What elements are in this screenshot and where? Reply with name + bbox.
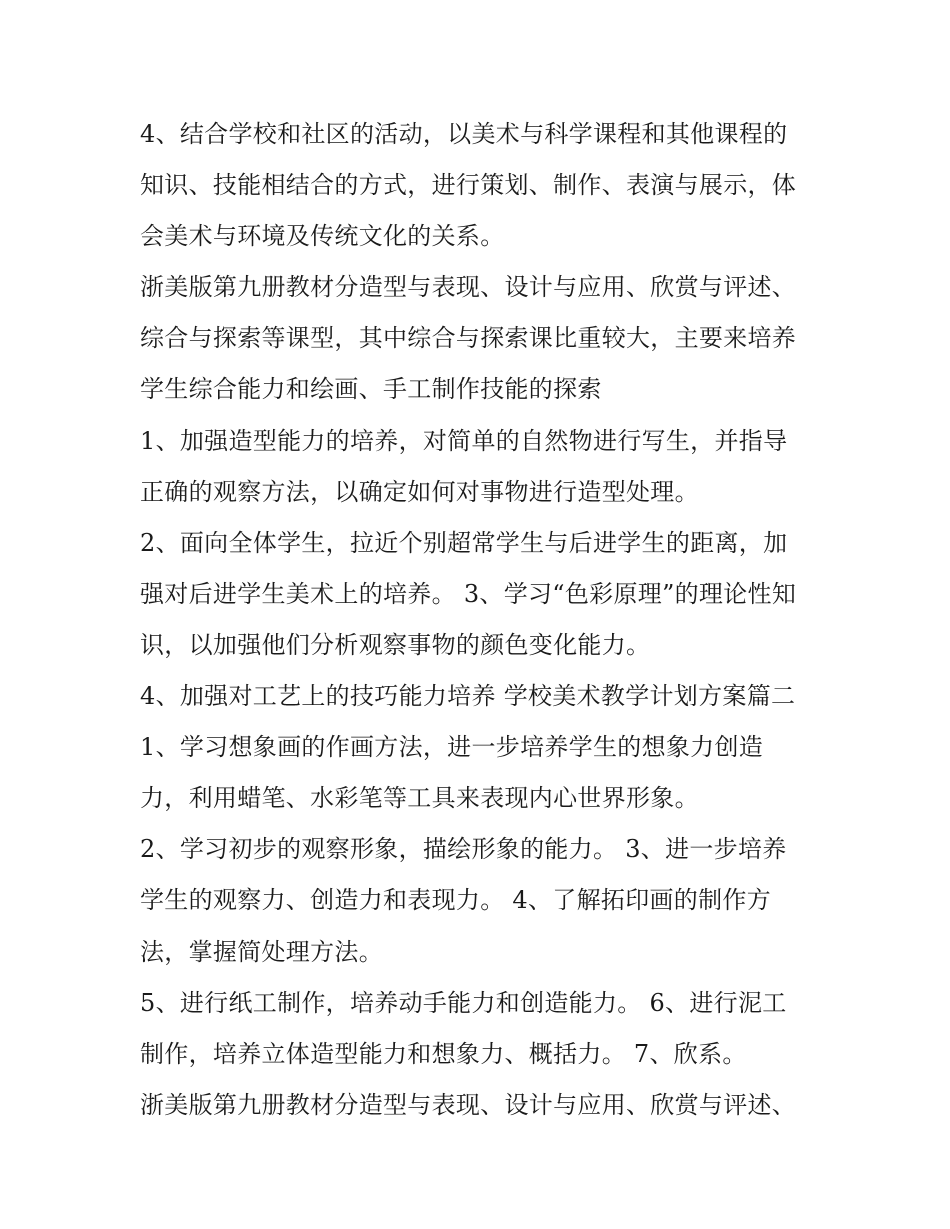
text-line: 力，利用蜡笔、水彩笔等工具来表现内心世界形象。 — [140, 784, 699, 813]
document-body — [140, 109, 830, 1131]
text-line: 2、学习初步的观察形象，描绘形象的能力。 3、进一步培养 — [140, 835, 787, 864]
text-line: 浙美版第九册教材分造型与表现、设计与应用、欣赏与评述、 — [140, 273, 797, 302]
text-line: 学生的观察力、创造力和表现力。 4、了解拓印画的制作方 — [140, 886, 771, 915]
text-line: 5、进行纸工制作，培养动手能力和创造能力。 6、进行泥工 — [140, 988, 787, 1017]
text-line: 会美术与环境及传统文化的关系。 — [140, 222, 505, 251]
text-line: 4、结合学校和社区的活动，以美术与科学课程和其他课程的 — [140, 120, 788, 148]
text-line: 制作，培养立体造型能力和想象力、概括力。 7、欣系。 — [140, 1039, 747, 1068]
text-line: 学生综合能力和绘画、手工制作技能的探索 — [140, 375, 602, 404]
text-line: 1、学习想象画的作画方法，进一步培养学生的想象力创造 — [140, 733, 764, 762]
text-line: 1、加强造型能力的培养，对简单的自然物进行写生，并指导 — [140, 426, 788, 455]
text-line: 法，掌握简处理方法。 — [140, 937, 383, 966]
text-line: 正确的观察方法，以确定如何对事物进行造型处理。 — [140, 477, 699, 506]
text-line: 识，以加强他们分析观察事物的颜色变化能力。 — [140, 630, 651, 659]
text-line: 浙美版第九册教材分造型与表现、设计与应用、欣赏与评述、 — [140, 1090, 797, 1119]
text-line: 4、加强对工艺上的技巧能力培养 学校美术教学计划方案篇二 — [140, 682, 796, 711]
text-line: 知识、技能相结合的方式，进行策划、制作、表演与展示，体 — [140, 171, 797, 200]
text-line: 综合与探索等课型，其中综合与探索课比重较大，主要来培养 — [140, 324, 797, 353]
text-line: 2、面向全体学生，拉近个别超常学生与后进学生的距离，加 — [140, 528, 788, 557]
text-line: 强对后进学生美术上的培养。 3、学习“色彩原理”的理论性知 — [140, 579, 797, 608]
